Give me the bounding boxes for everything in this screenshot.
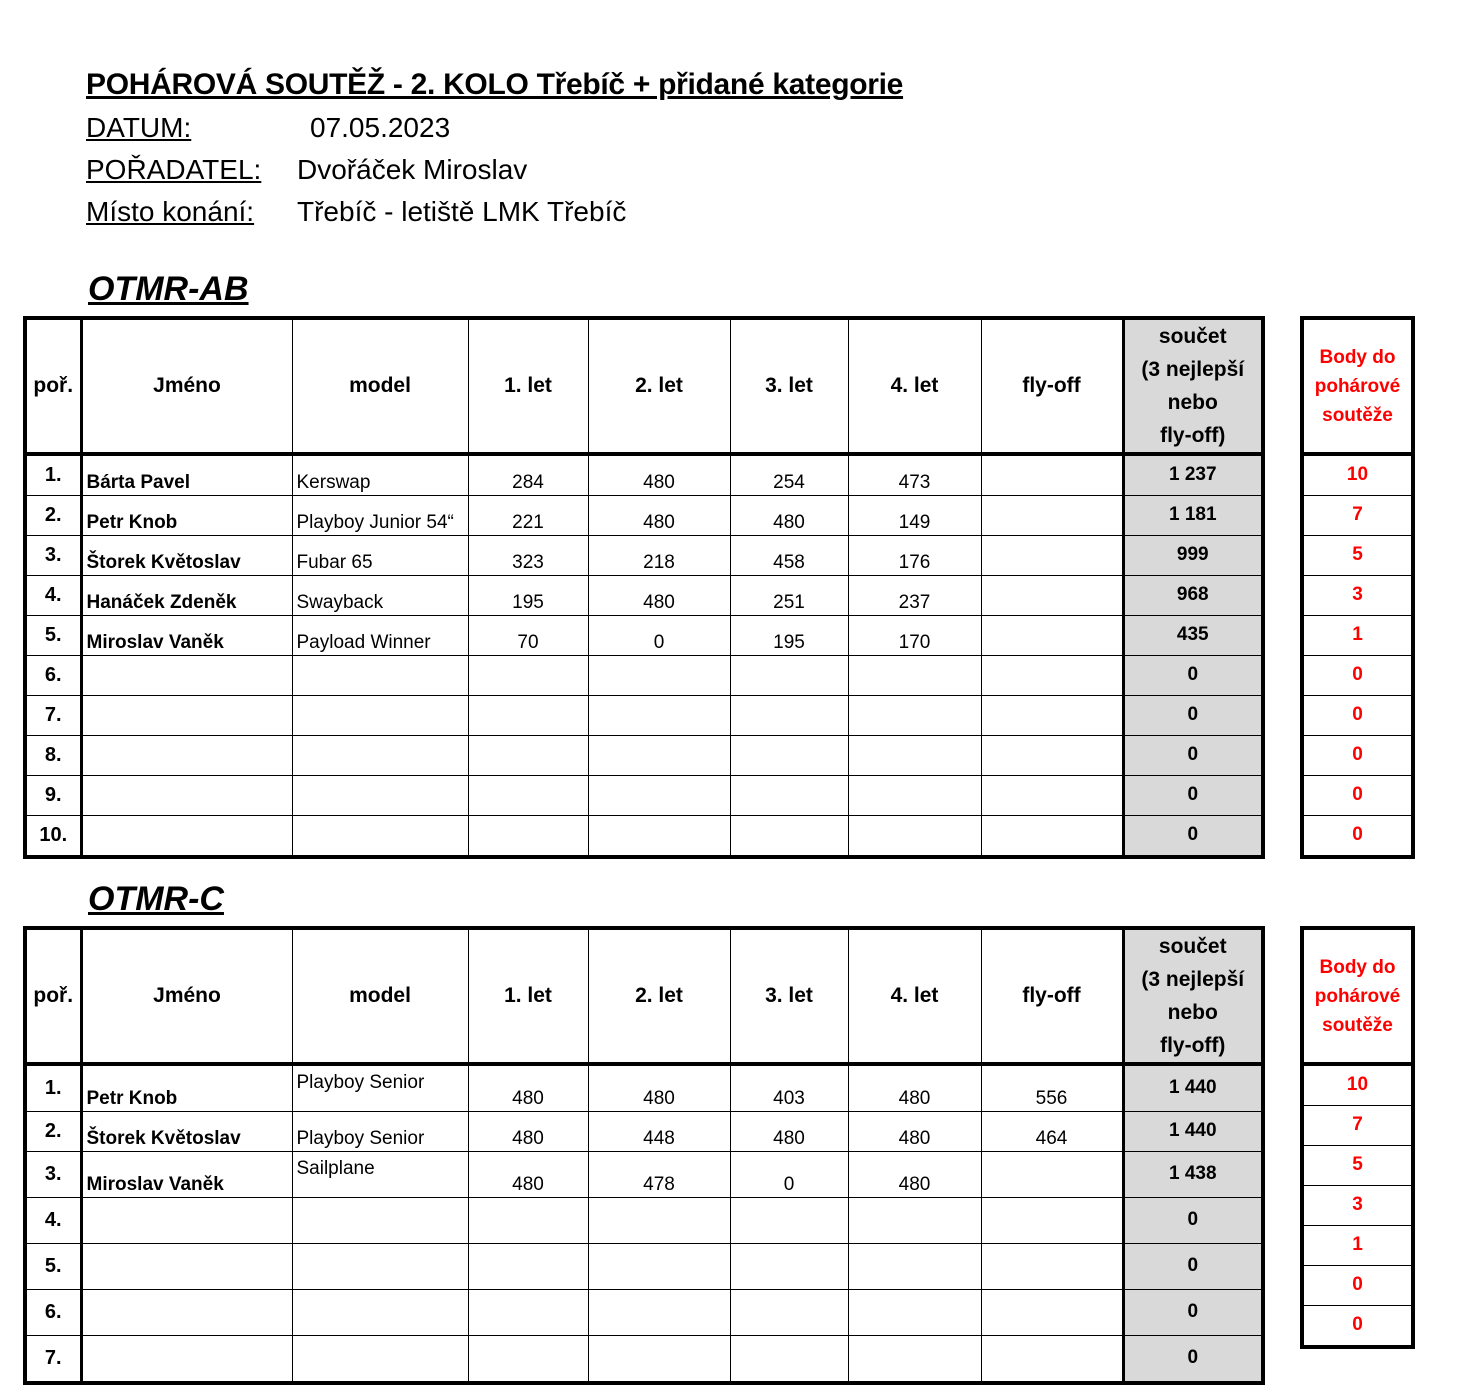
sum-header-line: (3 nejlepší: [1141, 358, 1245, 381]
name-cell: [81, 736, 292, 776]
name-cell: Petr Knob: [81, 1064, 292, 1112]
sum-cell: 0: [1123, 1336, 1263, 1384]
points-row: [1302, 776, 1413, 816]
name-cell: [81, 696, 292, 736]
score-cell-l2: [588, 1336, 730, 1384]
sum-header-line: fly-off): [1160, 1034, 1226, 1057]
column-header-let4: 4. let: [848, 928, 981, 1064]
model-cell: [292, 1198, 468, 1244]
score-cell-l3: [730, 1198, 848, 1244]
score-cell-fo: [981, 776, 1123, 816]
score-cell-l3: [730, 736, 848, 776]
points-cell: 0: [1302, 1266, 1413, 1306]
column-header-let3: 3. let: [730, 928, 848, 1064]
table-row: [25, 1198, 1263, 1244]
points-cell: 3: [1302, 576, 1413, 616]
column-header-sum: [1123, 928, 1263, 1064]
column-header-let2: 2. let: [588, 318, 730, 454]
points-row: [1302, 1064, 1413, 1106]
points-row: [1302, 1226, 1413, 1266]
score-cell-l3: [730, 1336, 848, 1384]
name-cell: [81, 816, 292, 858]
score-cell-l2: 480: [588, 1064, 730, 1112]
points-cell: 5: [1302, 1146, 1413, 1186]
rank-cell: 3.: [25, 536, 81, 576]
rank-cell: 6.: [25, 656, 81, 696]
score-cell-l4: 170: [848, 616, 981, 656]
points-header-line: Body do: [1319, 956, 1396, 978]
column-header-model: model: [292, 928, 468, 1064]
document-title: POHÁROVÁ SOUTĚŽ - 2. KOLO Třebíč + přidané kategorie: [86, 68, 904, 101]
score-cell-l1: [468, 736, 588, 776]
score-cell-l2: 480: [588, 496, 730, 536]
table-row: [25, 736, 1263, 776]
column-header-points: [1302, 928, 1413, 1064]
score-cell-l2: 0: [588, 616, 730, 656]
points-cell: 10: [1302, 1064, 1413, 1106]
score-cell-l3: [730, 696, 848, 736]
model-cell: [292, 776, 468, 816]
name-cell: [81, 656, 292, 696]
header-row: [25, 928, 1263, 1064]
column-header-let3: 3. let: [730, 318, 848, 454]
score-cell-l3: [730, 776, 848, 816]
score-cell-l3: 0: [730, 1152, 848, 1198]
score-cell-l2: [588, 1198, 730, 1244]
points-cell: 1: [1302, 616, 1413, 656]
sum-cell: 0: [1123, 1244, 1263, 1290]
points-row: [1302, 696, 1413, 736]
name-cell: [81, 1244, 292, 1290]
score-cell-fo: [981, 576, 1123, 616]
name-cell: Štorek Květoslav: [81, 1112, 292, 1152]
datum-value: 07.05.2023: [310, 112, 451, 143]
column-header-name: Jméno: [81, 928, 292, 1064]
score-cell-fo: [981, 1336, 1123, 1384]
column-header-let2: 2. let: [588, 928, 730, 1064]
model-cell: Swayback: [292, 576, 468, 616]
model-cell: Playboy Senior: [292, 1112, 468, 1152]
column-header-points: [1302, 318, 1413, 454]
score-cell-l1: [468, 1198, 588, 1244]
points-cell: 10: [1302, 454, 1413, 496]
points-header-line: pohárové: [1314, 375, 1401, 397]
points-cell: 0: [1302, 776, 1413, 816]
score-cell-l1: 70: [468, 616, 588, 656]
rank-cell: 2.: [25, 1112, 81, 1152]
rank-cell: 8.: [25, 736, 81, 776]
score-cell-l2: [588, 736, 730, 776]
score-cell-l4: 473: [848, 454, 981, 496]
points-cell: 0: [1302, 736, 1413, 776]
sum-header-line: nebo: [1167, 1001, 1218, 1024]
sum-cell: 0: [1123, 736, 1263, 776]
model-cell: Sailplane: [292, 1152, 468, 1198]
points-row: [1302, 736, 1413, 776]
points-cell: 0: [1302, 696, 1413, 736]
table-row: [25, 536, 1263, 576]
name-cell: [81, 1290, 292, 1336]
points-row: [1302, 1106, 1413, 1146]
name-cell: Petr Knob: [81, 496, 292, 536]
score-cell-l3: 251: [730, 576, 848, 616]
score-cell-l1: [468, 656, 588, 696]
score-cell-l1: 480: [468, 1064, 588, 1112]
rank-cell: 7.: [25, 696, 81, 736]
sum-header-line: fly-off): [1160, 424, 1226, 447]
sum-cell: 0: [1123, 776, 1263, 816]
score-cell-l3: 403: [730, 1064, 848, 1112]
score-cell-l1: [468, 816, 588, 858]
sum-cell: 435: [1123, 616, 1263, 656]
score-cell-l4: 480: [848, 1064, 981, 1112]
name-cell: [81, 1336, 292, 1384]
points-header-line: Body do: [1319, 346, 1396, 368]
score-cell-l1: 480: [468, 1112, 588, 1152]
sum-cell: 0: [1123, 696, 1263, 736]
score-cell-l1: [468, 1244, 588, 1290]
score-cell-fo: [981, 816, 1123, 858]
score-cell-l3: [730, 816, 848, 858]
score-cell-l4: [848, 1244, 981, 1290]
table-row: [25, 816, 1263, 858]
score-cell-fo: 464: [981, 1112, 1123, 1152]
model-cell: [292, 656, 468, 696]
column-header-let1: 1. let: [468, 928, 588, 1064]
model-cell: [292, 1336, 468, 1384]
name-cell: Miroslav Vaněk: [81, 1152, 292, 1198]
rank-cell: 4.: [25, 576, 81, 616]
score-cell-l2: [588, 816, 730, 858]
score-cell-l1: [468, 776, 588, 816]
sum-cell: 1 440: [1123, 1112, 1263, 1152]
rank-cell: 6.: [25, 1290, 81, 1336]
score-cell-l4: [848, 1290, 981, 1336]
poradatel-row: [86, 154, 528, 186]
name-cell: Hanáček Zdeněk: [81, 576, 292, 616]
name-cell: [81, 1198, 292, 1244]
model-cell: Fubar 65: [292, 536, 468, 576]
column-header-name: Jméno: [81, 318, 292, 454]
points-cell: 0: [1302, 656, 1413, 696]
rank-cell: 7.: [25, 1336, 81, 1384]
score-cell-l4: [848, 1336, 981, 1384]
score-cell-l4: 149: [848, 496, 981, 536]
misto-row: [86, 196, 627, 228]
points-header-line: pohárové: [1314, 985, 1401, 1007]
points-table-otmr-ab: [1300, 316, 1415, 859]
rank-cell: 5.: [25, 1244, 81, 1290]
column-header-por: poř.: [25, 318, 81, 454]
points-row: [1302, 496, 1413, 536]
datum-label: DATUM:: [86, 112, 192, 143]
score-cell-l3: 195: [730, 616, 848, 656]
column-header-let4: 4. let: [848, 318, 981, 454]
points-row: [1302, 816, 1413, 858]
table-row: [25, 1112, 1263, 1152]
points-cell: 0: [1302, 1306, 1413, 1348]
column-header-por: poř.: [25, 928, 81, 1064]
score-cell-l1: 195: [468, 576, 588, 616]
score-cell-fo: [981, 1244, 1123, 1290]
datum-row: [86, 112, 451, 144]
sum-cell: 968: [1123, 576, 1263, 616]
table-row: [25, 496, 1263, 536]
rank-cell: 2.: [25, 496, 81, 536]
points-row: [1302, 1186, 1413, 1226]
misto-label: Místo konání:: [86, 196, 255, 227]
score-cell-l4: [848, 656, 981, 696]
misto-value: Třebíč - letiště LMK Třebíč: [297, 196, 627, 227]
score-cell-l4: 176: [848, 536, 981, 576]
score-cell-l1: [468, 1290, 588, 1336]
score-cell-l4: 237: [848, 576, 981, 616]
score-cell-l3: 254: [730, 454, 848, 496]
score-cell-l4: [848, 1198, 981, 1244]
score-cell-l2: 218: [588, 536, 730, 576]
model-cell: [292, 1244, 468, 1290]
score-cell-fo: [981, 454, 1123, 496]
score-cell-l2: 480: [588, 576, 730, 616]
table-row: [25, 1152, 1263, 1198]
model-cell: Kerswap: [292, 454, 468, 496]
points-header-line: soutěže: [1322, 404, 1393, 426]
score-cell-l4: [848, 776, 981, 816]
points-cell: 3: [1302, 1186, 1413, 1226]
table-row: [25, 616, 1263, 656]
column-header-let1: 1. let: [468, 318, 588, 454]
poradatel-value: Dvořáček Miroslav: [297, 154, 528, 185]
table-row: [25, 1244, 1263, 1290]
score-cell-fo: [981, 616, 1123, 656]
section-title-otmr-c: OTMR-C: [88, 880, 224, 918]
points-cell: 1: [1302, 1226, 1413, 1266]
score-cell-l2: 480: [588, 454, 730, 496]
sum-cell: 1 181: [1123, 496, 1263, 536]
score-cell-fo: 556: [981, 1064, 1123, 1112]
poradatel-label: POŘADATEL:: [86, 154, 262, 185]
sum-cell: 0: [1123, 656, 1263, 696]
score-cell-fo: [981, 496, 1123, 536]
score-cell-l1: 480: [468, 1152, 588, 1198]
column-header-flyoff: fly-off: [981, 928, 1123, 1064]
rank-cell: 10.: [25, 816, 81, 858]
points-row: [1302, 1266, 1413, 1306]
points-cell: 5: [1302, 536, 1413, 576]
points-row: [1302, 1146, 1413, 1186]
model-cell: Playboy Junior 54“: [292, 496, 468, 536]
rank-cell: 5.: [25, 616, 81, 656]
points-cell: 7: [1302, 496, 1413, 536]
model-cell: [292, 736, 468, 776]
score-cell-l4: 480: [848, 1112, 981, 1152]
sum-cell: 0: [1123, 816, 1263, 858]
section-title-otmr-ab: OTMR-AB: [88, 270, 249, 308]
points-table-otmr-c: [1300, 926, 1415, 1349]
points-header-row: [1302, 318, 1413, 454]
table-row: [25, 576, 1263, 616]
model-cell: [292, 1290, 468, 1336]
score-cell-l4: 480: [848, 1152, 981, 1198]
score-cell-l2: [588, 1244, 730, 1290]
model-cell: Payload Winner: [292, 616, 468, 656]
name-cell: Miroslav Vaněk: [81, 616, 292, 656]
score-cell-l3: 480: [730, 496, 848, 536]
column-header-model: model: [292, 318, 468, 454]
sum-header-line: součet: [1158, 935, 1227, 958]
score-cell-fo: [981, 656, 1123, 696]
points-row: [1302, 1306, 1413, 1348]
points-row: [1302, 656, 1413, 696]
score-cell-l4: [848, 816, 981, 858]
model-cell: [292, 696, 468, 736]
name-cell: [81, 776, 292, 816]
score-cell-l1: 284: [468, 454, 588, 496]
points-header-line: soutěže: [1322, 1014, 1393, 1036]
score-cell-fo: [981, 696, 1123, 736]
score-cell-l2: [588, 776, 730, 816]
points-cell: 0: [1302, 816, 1413, 858]
sum-cell: 0: [1123, 1290, 1263, 1336]
score-cell-fo: [981, 536, 1123, 576]
sum-cell: 1 440: [1123, 1064, 1263, 1112]
score-cell-l4: [848, 736, 981, 776]
rank-cell: 4.: [25, 1198, 81, 1244]
score-cell-fo: [981, 1198, 1123, 1244]
column-header-flyoff: fly-off: [981, 318, 1123, 454]
score-cell-l4: [848, 696, 981, 736]
sum-cell: 1 237: [1123, 454, 1263, 496]
score-cell-fo: [981, 1290, 1123, 1336]
score-cell-l2: [588, 696, 730, 736]
sum-cell: 1 438: [1123, 1152, 1263, 1198]
header-row: [25, 318, 1263, 454]
points-row: [1302, 576, 1413, 616]
model-cell: Playboy Senior: [292, 1064, 468, 1112]
table-row: [25, 1336, 1263, 1384]
table-row: [25, 696, 1263, 736]
score-cell-l3: 458: [730, 536, 848, 576]
rank-cell: 1.: [25, 1064, 81, 1112]
table-row: [25, 1064, 1263, 1112]
name-cell: Štorek Květoslav: [81, 536, 292, 576]
score-cell-l2: [588, 1290, 730, 1336]
points-row: [1302, 616, 1413, 656]
points-header-row: [1302, 928, 1413, 1064]
rank-cell: 1.: [25, 454, 81, 496]
model-cell: [292, 816, 468, 858]
sum-cell: 0: [1123, 1198, 1263, 1244]
score-cell-l2: 448: [588, 1112, 730, 1152]
score-cell-l1: 323: [468, 536, 588, 576]
score-cell-l3: 480: [730, 1112, 848, 1152]
score-cell-l3: [730, 656, 848, 696]
score-cell-l3: [730, 1244, 848, 1290]
name-cell: Bárta Pavel: [81, 454, 292, 496]
score-cell-fo: [981, 736, 1123, 776]
score-cell-l1: [468, 696, 588, 736]
column-header-sum: [1123, 318, 1263, 454]
results-table-otmr-c: [23, 926, 1265, 1385]
points-cell: 7: [1302, 1106, 1413, 1146]
sum-header-line: (3 nejlepší: [1141, 968, 1245, 991]
score-cell-l3: [730, 1290, 848, 1336]
table-row: [25, 656, 1263, 696]
score-cell-l2: 478: [588, 1152, 730, 1198]
table-row: [25, 776, 1263, 816]
table-row: [25, 1290, 1263, 1336]
rank-cell: 3.: [25, 1152, 81, 1198]
points-row: [1302, 536, 1413, 576]
score-cell-l1: 221: [468, 496, 588, 536]
score-cell-fo: [981, 1152, 1123, 1198]
results-table-otmr-ab: [23, 316, 1265, 859]
sum-cell: 999: [1123, 536, 1263, 576]
points-row: [1302, 454, 1413, 496]
rank-cell: 9.: [25, 776, 81, 816]
table-row: [25, 454, 1263, 496]
score-cell-l1: [468, 1336, 588, 1384]
sum-header-line: nebo: [1167, 391, 1218, 414]
sum-header-line: součet: [1158, 325, 1227, 348]
score-cell-l2: [588, 656, 730, 696]
